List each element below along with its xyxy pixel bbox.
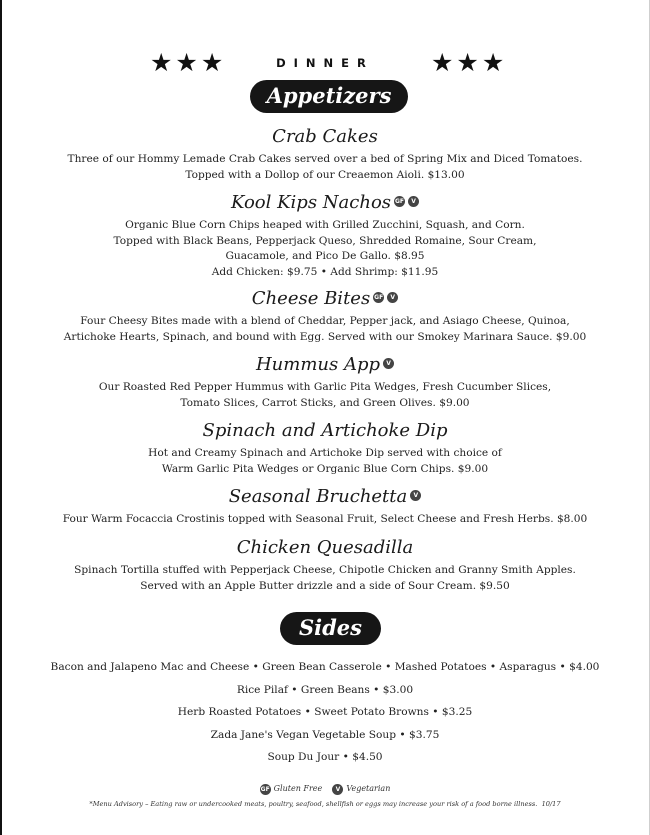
menu-version-code: 10/17	[541, 800, 561, 808]
vegetarian-icon: V	[410, 490, 421, 501]
item-title-spinach-dip	[0, 420, 650, 441]
item-name: Crab Cakes	[272, 126, 378, 147]
sides-line: Rice Pilaf • Green Beans • $3.00	[236, 684, 414, 696]
vegetarian-icon: V	[332, 784, 343, 795]
item-name: Hummus App	[255, 354, 381, 375]
stars-right-icon: ★★★	[431, 48, 508, 77]
desc-line: Topped with Black Beans, Pepperjack Queso, Shredded Romaine, Sour Cream,	[113, 234, 537, 247]
vegetarian-icon: V	[387, 292, 398, 303]
desc-line: Our Roasted Red Pepper Hummus with Garlic Pita Wedges, Fresh Cucumber Slices,	[98, 381, 552, 393]
gluten-free-icon: GF	[260, 786, 270, 793]
item-title-nachos	[0, 192, 650, 213]
legend	[0, 784, 650, 795]
stars-left-icon: ★★★	[150, 48, 227, 77]
menu-advisory	[0, 800, 650, 808]
item-name: Cheese Bites	[251, 288, 371, 309]
desc-line: Warm Garlic Pita Wedges or Organic Blue Corn Chips. $9.00	[161, 462, 489, 475]
desc-line: Hot and Creamy Spinach and Artichoke Dip served with choice of	[148, 447, 502, 459]
gluten-free-icon: GF	[374, 294, 384, 301]
item-desc-hummus	[0, 380, 650, 411]
item-name: Spinach and Artichoke Dip	[202, 420, 448, 441]
desc-line: Three of our Hommy Lemade Crab Cakes served over a bed of Spring Mix and Diced Tomatoes.	[67, 153, 583, 165]
item-desc-quesadilla	[0, 563, 650, 594]
sides-line: Soup Du Jour • $4.50	[267, 751, 383, 763]
item-title-bruchetta	[0, 486, 650, 507]
desc-line: Guacamole, and Pico De Gallo. $8.95	[225, 250, 425, 262]
item-desc-spinach-dip	[0, 446, 650, 477]
item-desc-nachos	[0, 218, 650, 280]
sides-heading: Sides	[280, 612, 381, 645]
item-name: Kool Kips Nachos	[230, 192, 392, 213]
desc-line: Four Warm Focaccia Crostinis topped with Seasonal Fruit, Select Cheese and Fresh Herbs. $8.00	[62, 513, 588, 525]
item-desc-crab-cakes	[0, 152, 650, 183]
desc-line: Organic Blue Corn Chips heaped with Grilled Zucchini, Squash, and Corn.	[125, 219, 525, 231]
item-name: Chicken Quesadilla	[236, 537, 414, 558]
sides-line: Zada Jane's Vegan Vegetable Soup • $3.75	[210, 729, 440, 741]
desc-line: Spinach Tortilla stuffed with Pepperjack Cheese, Chipotle Chicken and Granny Smith Apples.	[74, 564, 576, 576]
item-desc-cheese-bites	[0, 314, 650, 345]
dinner-label: DINNER	[276, 56, 374, 70]
desc-line: Four Cheesy Bites made with a blend of Cheddar, Pepper jack, and Asiago Cheese, Quinoa,	[80, 315, 570, 327]
desc-line: Served with an Apple Butter drizzle and a side of Sour Cream. $9.50	[140, 579, 510, 592]
desc-line: Add Chicken: $9.75 • Add Shrimp: $11.95	[211, 265, 439, 278]
item-name: Seasonal Bruchetta	[228, 486, 408, 507]
sides-line: Bacon and Jalapeno Mac and Cheese • Green Bean Casserole • Mashed Potatoes • Asparagus • $4.00	[50, 661, 600, 673]
desc-line: Topped with a Dollop of our Creaemon Aioli. $13.00	[185, 168, 465, 181]
item-title-quesadilla	[0, 537, 650, 558]
appetizers-heading: Appetizers	[250, 80, 408, 113]
gluten-free-icon: GF	[395, 198, 405, 205]
item-title-crab-cakes	[0, 126, 650, 147]
legend-gf-label: Gluten Free	[273, 784, 323, 793]
item-title-cheese-bites	[0, 288, 650, 309]
item-desc-bruchetta	[0, 512, 650, 528]
vegetarian-icon: V	[383, 358, 394, 369]
legend-v-label: Vegetarian	[346, 784, 391, 793]
sides-line: Herb Roasted Potatoes • Sweet Potato Browns • $3.25	[177, 706, 473, 718]
item-title-hummus	[0, 354, 650, 375]
desc-line: Tomato Slices, Carrot Sticks, and Green Olives. $9.00	[180, 396, 470, 409]
advisory-text: *Menu Advisory – Eating raw or undercooked meats, poultry, seafood, shellfish or eggs may increase your risk of a food borne illness.	[89, 800, 538, 808]
desc-line: Artichoke Hearts, Spinach, and bound with Egg. Served with our Smokey Marinara Sauce. $9.00	[63, 330, 587, 343]
vegetarian-icon: V	[408, 196, 419, 207]
